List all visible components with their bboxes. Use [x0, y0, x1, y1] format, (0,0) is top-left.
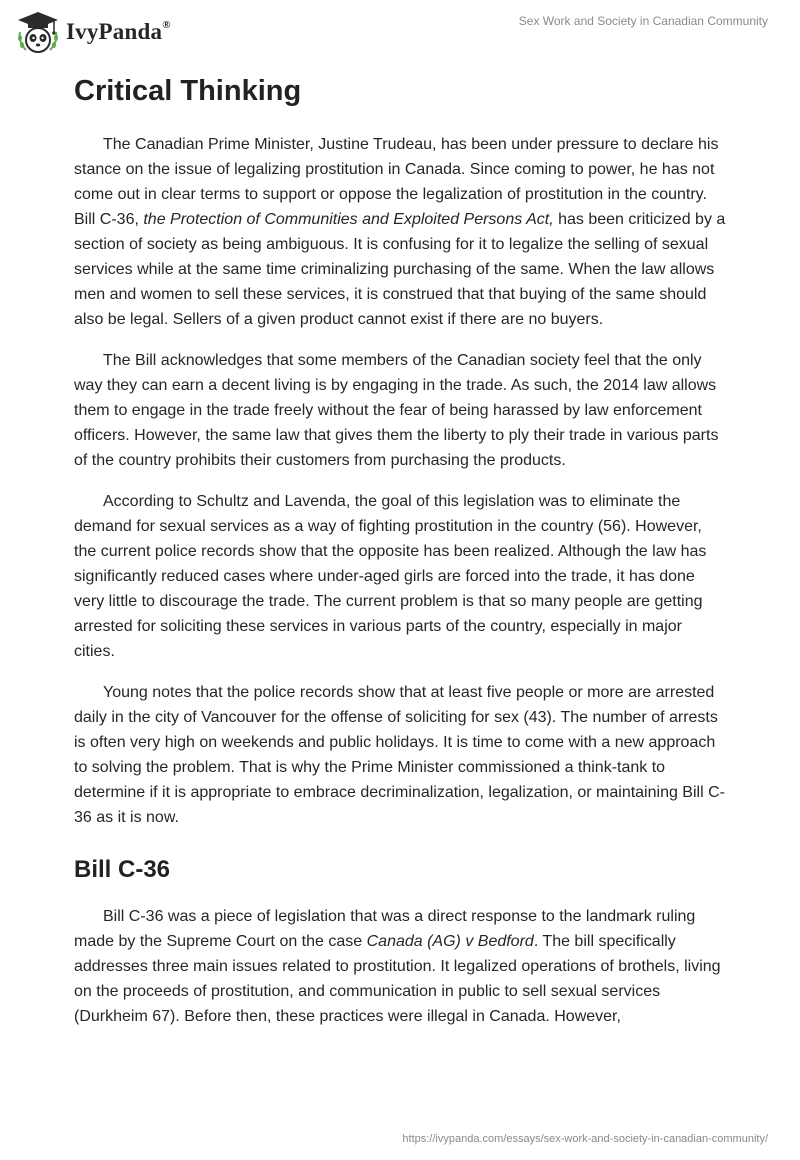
paragraph: The Bill acknowledges that some members of the Canadian society feel that the only way they can earn a decent living is by engaging in the trade. As such, the 2014 law allows them to engage in the trade freely without the fear of being harassed by law enforcement officers. However, the same law that gives them the liberty to ply their trade in various parts of the country prohibits their customers from purchasing the products.	[74, 352, 719, 469]
essay-body	[74, 70, 726, 1045]
brand-name: IvyPanda®	[66, 19, 171, 44]
brand-logo[interactable]	[14, 10, 171, 54]
paragraph: Bill C-36 was a piece of legislation that was a direct response to the landmark ruling made by the Supreme Court on the case Canada (AG) v Bedford. The bill specifically addresses three main issues related to prostitution. It legalized operations of brothels, living on the proceeds of prostitution, and communication in public to sell sexual services (Durkheim 67). Before then, these practices were illegal in Canada. However,	[74, 908, 721, 1025]
paragraph: Young notes that the police records show that at least five people or more are arrested daily in the city of Vancouver for the offense of soliciting for sex (43). The number of arrests is often very high on weekends and public holidays. It is time to come with a new approach to solving the problem. That is why the Prime Minister commissioned a think-tank to determine if it is appropriate to embrace decriminalization, legalization, or maintaining Bill C-36 as it is now.	[74, 684, 725, 826]
source-url[interactable]: https://ivypanda.com/essays/sex-work-and-society-in-canadian-community/	[402, 1133, 768, 1145]
section-heading-bill-c36: Bill C-36	[74, 856, 171, 883]
section-heading-critical-thinking: Critical Thinking	[74, 75, 302, 107]
document-title: Sex Work and Society in Canadian Community	[518, 14, 768, 28]
paragraph: According to Schultz and Lavenda, the goal of this legislation was to eliminate the demand for sexual services as a way of fighting prostitution in the country (56). However, the current police records show that the opposite has been realized. Although the law has significantly reduced cases where under-aged girls are forced into the trade, it has done very little to discourage the trade. The current problem is that so many people are getting arrested for soliciting these services in various parts of the country, especially in major cities.	[74, 493, 707, 660]
panda-graduate-icon	[14, 10, 62, 54]
page-header	[0, 0, 800, 60]
paragraph: The Canadian Prime Minister, Justine Trudeau, has been under pressure to declare his stance on the issue of legalizing prostitution in Canada. Since coming to power, he has not come out in clear terms to support or oppose the legalization of prostitution in the country. Bill C-36, the Protection of Communities and Exploited Persons Act, has been criticized by a section of society as being ambiguous. It is confusing for it to legalize the selling of sexual services while at the same time criminalizing purchasing of the same. When the law allows men and women to sell these services, it is construed that that buying of the same should also be legal. Sellers of a given product cannot exist if there are no buyers.	[74, 136, 726, 328]
